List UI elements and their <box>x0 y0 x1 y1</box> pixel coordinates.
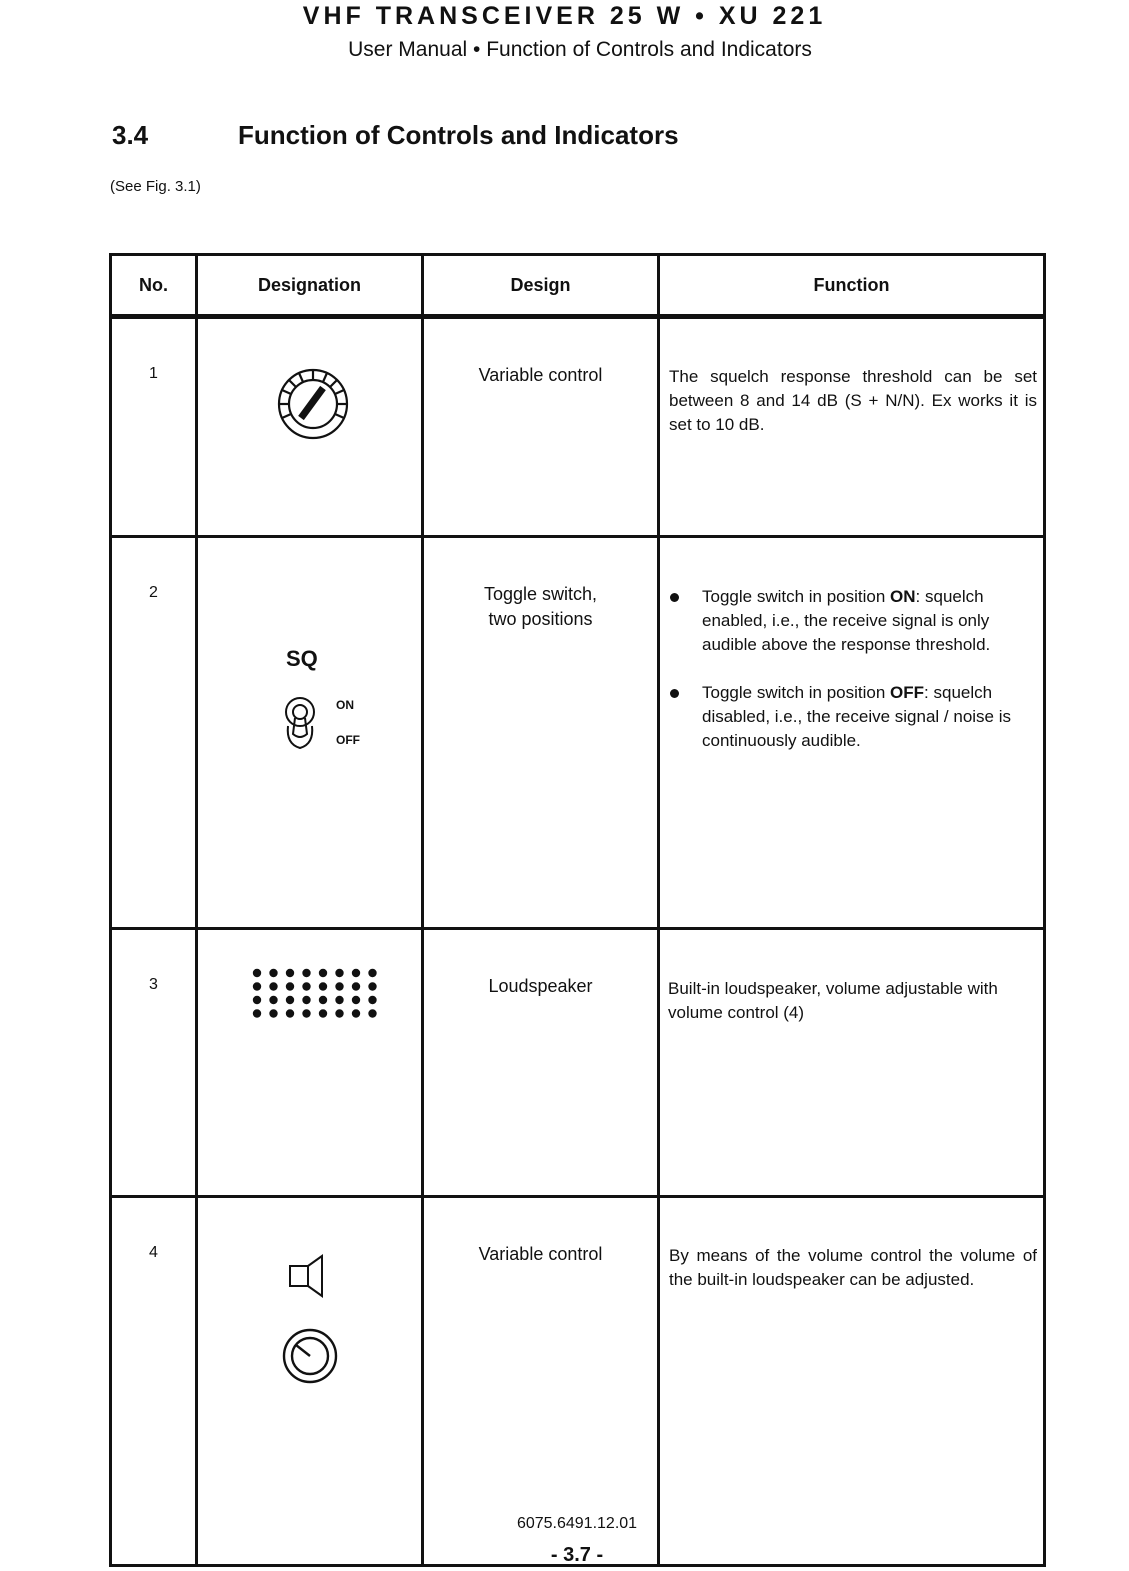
grille-dot <box>368 1009 376 1017</box>
design-cell: Loudspeaker <box>423 929 659 1197</box>
bullet-text-post: : squelch enabled, i.e., the receive signal is only audible above the response threshold. <box>702 587 991 654</box>
grille-dot <box>335 1009 343 1017</box>
header-no: No. <box>111 255 197 317</box>
bullet-dot-icon <box>670 689 679 698</box>
designation-cell <box>197 929 423 1197</box>
section-number: 3.4 <box>112 120 149 150</box>
document-subtitle: User Manual • Function of Controls and Indicators <box>348 38 812 61</box>
bullet-item <box>668 585 1037 657</box>
grille-dot <box>319 1009 327 1017</box>
grille-dot <box>319 982 327 990</box>
grille-dot <box>352 982 360 990</box>
grille-dot <box>302 1009 310 1017</box>
document-number: 6075.6491.12.01 <box>516 1515 638 1532</box>
header-designation: Designation <box>197 255 423 317</box>
table-row <box>111 317 1045 537</box>
bullet-text-post: : squelch disabled, i.e., the receive signal / noise is continuously audible. <box>702 683 1012 750</box>
row-number: 3 <box>111 929 197 1197</box>
off-label: OFF <box>336 733 360 747</box>
grille-dot <box>286 982 294 990</box>
design-line: Toggle switch, <box>483 584 598 604</box>
bullet-dot-icon <box>670 593 679 602</box>
design-line: two positions <box>488 609 593 629</box>
row-number: 4 <box>111 1197 197 1566</box>
page-number: - 3.7 - <box>550 1544 604 1566</box>
grille-dot <box>253 969 261 977</box>
function-cell <box>659 537 1045 929</box>
on-label: ON <box>336 698 354 712</box>
bullet-item <box>668 681 1037 753</box>
bullet-text-pre: Toggle switch in position <box>702 683 891 702</box>
table-row <box>111 1197 1045 1566</box>
function-bullets <box>668 585 1037 753</box>
grille-dot <box>335 969 343 977</box>
grille-dot <box>253 1009 261 1017</box>
row-number: 2 <box>111 537 197 929</box>
squelch-knob-icon <box>198 319 424 489</box>
table-row <box>111 537 1045 929</box>
speaker-symbol-icon <box>286 1254 336 1298</box>
grille-dot <box>352 996 360 1004</box>
function-cell: By means of the volume control the volume of the built-in loudspeaker can be adjusted. <box>659 1197 1045 1566</box>
grille-dot <box>253 982 261 990</box>
grille-dot <box>319 996 327 1004</box>
grille-dot <box>302 996 310 1004</box>
function-cell: The squelch response threshold can be set between 8 and 14 dB (S + N/N). Ex works it is set to 10 dB. <box>659 317 1045 537</box>
grille-dot <box>335 996 343 1004</box>
volume-knob-icon <box>280 1326 340 1386</box>
toggle-switch-icon <box>276 694 336 764</box>
grille-dot <box>319 969 327 977</box>
section-title: Function of Controls and Indicators <box>238 120 679 150</box>
grille-dot <box>269 969 277 977</box>
table-header-row <box>111 255 1045 317</box>
grille-dot <box>368 982 376 990</box>
grille-dot <box>352 1009 360 1017</box>
grille-dot <box>286 996 294 1004</box>
grille-dot <box>368 969 376 977</box>
grille-dot <box>269 982 277 990</box>
grille-dot <box>286 969 294 977</box>
function-cell: Built-in loudspeaker, volume adjustable with volume control (4) <box>659 929 1045 1197</box>
bullet-text-bold: OFF <box>890 683 925 702</box>
header-design: Design <box>423 255 659 317</box>
loudspeaker-grille-icon <box>198 930 424 1050</box>
design-cell: Variable control <box>423 317 659 537</box>
sq-label: SQ <box>286 646 318 671</box>
bullet-text-bold: ON <box>890 587 916 606</box>
grille-dot <box>302 982 310 990</box>
controls-table <box>109 253 1046 1567</box>
grille-dot <box>286 1009 294 1017</box>
designation-cell <box>197 317 423 537</box>
grille-dot <box>352 969 360 977</box>
figure-reference: (See Fig. 3.1) <box>110 178 201 195</box>
grille-dot <box>335 982 343 990</box>
table-row <box>111 929 1045 1197</box>
designation-cell <box>197 537 423 929</box>
grille-dot <box>269 1009 277 1017</box>
grille-dot <box>302 969 310 977</box>
designation-cell <box>197 1197 423 1566</box>
document-title: VHF TRANSCEIVER 25 W • XU 221 <box>302 2 827 30</box>
grille-dot <box>253 996 261 1004</box>
row-number: 1 <box>111 317 197 537</box>
header-function: Function <box>659 255 1045 317</box>
bullet-text-pre: Toggle switch in position <box>702 587 891 606</box>
grille-dot <box>368 996 376 1004</box>
grille-dot <box>269 996 277 1004</box>
design-cell <box>423 537 659 929</box>
design-cell: Variable control <box>423 1197 659 1566</box>
